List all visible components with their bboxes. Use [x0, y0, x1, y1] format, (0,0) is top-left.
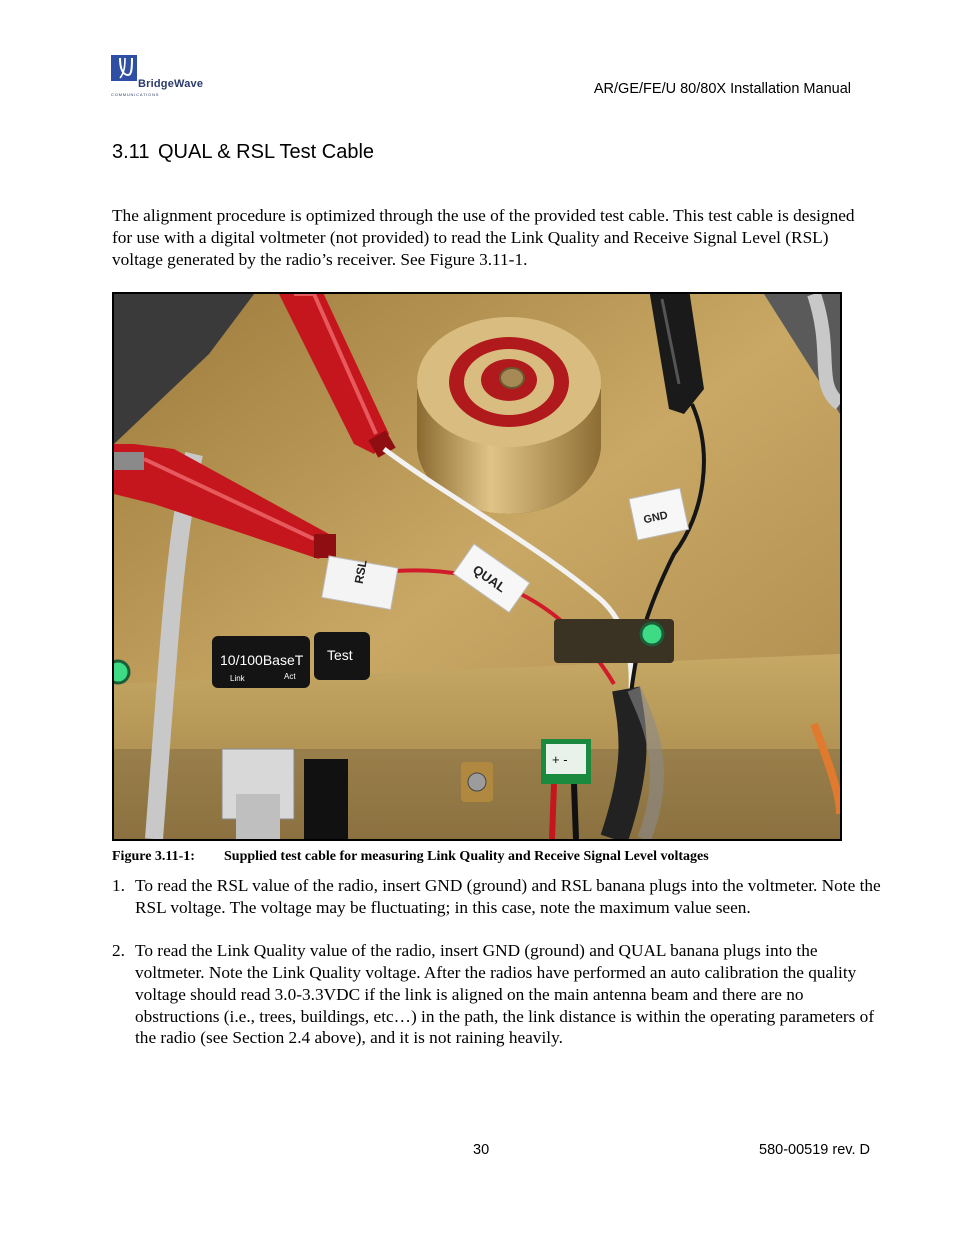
procedure-steps: [112, 875, 882, 1071]
step-number: 1.: [112, 876, 125, 895]
step-item: [112, 940, 882, 1049]
test-label: Test: [327, 647, 353, 663]
page-number: 30: [473, 1142, 490, 1158]
test-panel: [314, 632, 370, 680]
tag-qual-label: QUAL: [469, 561, 509, 596]
step-text: To read the RSL value of the radio, insert GND (ground) and RSL banana plugs into the voltmeter. Note the RSL voltage. The voltage may be fluctuating; in this case, note the maximum value seen.: [135, 876, 881, 917]
figure-photo: [112, 292, 842, 841]
link-label: Link: [230, 674, 245, 683]
section-number: 3.11: [112, 141, 150, 163]
document-id: 580-00519 rev. D: [759, 1142, 870, 1158]
step-text: To read the Link Quality value of the radio, insert GND (ground) and QUAL banana plugs into the voltmeter. Note the Link Quality voltage. After the radios have performed an auto calibration the quality voltage should read 3.0-3.3VDC if the link is aligned on the main antenna beam and there are no obstructions (i.e., trees, buildings, etc…) in the path, the link distance is within the operating parameters of the radio (see Section 2.4 above), and it is not raining heavily.: [135, 941, 875, 1048]
step-number: 2.: [112, 941, 125, 961]
act-label: Act: [284, 672, 296, 681]
status-led-left: [114, 661, 129, 683]
company-logo: [111, 55, 211, 100]
figure-caption: [112, 849, 709, 865]
black-connector: [304, 759, 348, 839]
port-panel: [212, 636, 310, 688]
plus-minus-label: + -: [552, 752, 568, 767]
connector-center: [500, 368, 524, 388]
tag-gnd-label: GND: [642, 509, 669, 527]
figure-caption-text: Supplied test cable for measuring Link Quality and Receive Signal Level voltages: [224, 849, 709, 864]
logo-name: BridgeWave: [138, 78, 204, 90]
port-label: 10/100BaseT: [220, 652, 304, 668]
section-title: QUAL & RSL Test Cable: [158, 141, 375, 163]
intro-paragraph: The alignment procedure is optimized through the use of the provided test cable. This test cable is designed for use with a digital voltmeter (not provided) to read the Link Quality and Receive Signal Level (RSL) voltage generated by the radio’s receiver. See Figure 3.11-1.: [112, 206, 855, 269]
status-led-right: [641, 623, 663, 645]
section-heading: [112, 141, 374, 164]
figure-number: Figure 3.11-1:: [112, 849, 195, 864]
logo-subtext: COMMUNICATIONS: [111, 92, 160, 97]
manual-title: AR/GE/FE/U 80/80X Installation Manual: [593, 81, 851, 97]
logo-mark-icon: [111, 55, 137, 81]
tag-rsl-label: RSL: [351, 558, 370, 585]
step-item: [112, 875, 882, 919]
